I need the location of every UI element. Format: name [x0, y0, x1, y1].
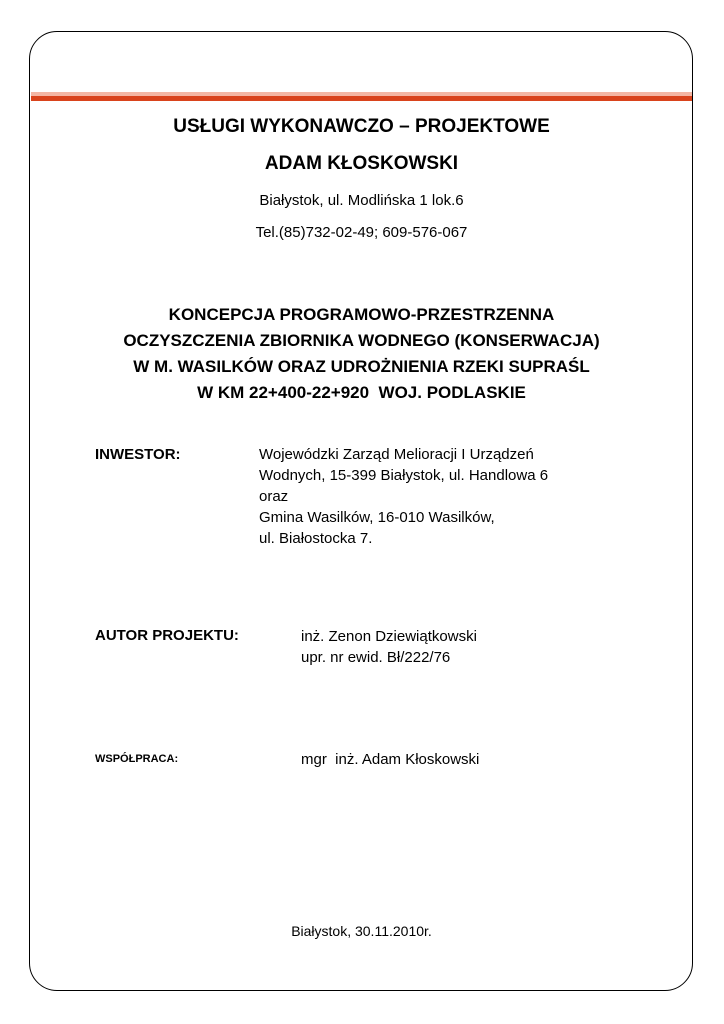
investor-line: oraz [259, 488, 289, 505]
title-line: W KM 22+400-22+920 WOJ. PODLASKIE [197, 383, 526, 402]
cooperation-label: WSPÓŁPRACA: [95, 753, 179, 765]
author-line: upr. nr ewid. Bł/222/76 [301, 649, 451, 666]
company-phone: Tel.(85)732-02-49; 609-576-067 [255, 224, 468, 241]
investor-line: Gmina Wasilków, 16-010 Wasilków, [259, 509, 495, 526]
header-rule-dark [31, 96, 692, 101]
cooperation-details [301, 749, 479, 770]
owner-name: ADAM KŁOSKOWSKI [264, 153, 459, 174]
investor-details [259, 444, 548, 549]
title-line: KONCEPCJA PROGRAMOWO-PRZESTRZENNA [168, 305, 555, 324]
document-date: Białystok, 30.11.2010r. [291, 923, 432, 939]
author-label: AUTOR PROJEKTU: [95, 627, 239, 644]
investor-line: Wodnych, 15-399 Białystok, ul. Handlowa 6 [259, 467, 549, 484]
investor-line: ul. Białostocka 7. [259, 530, 373, 547]
company-address: Białystok, ul. Modlińska 1 lok.6 [259, 192, 464, 209]
author-details [301, 626, 477, 668]
title-line: W M. WASILKÓW ORAZ UDROŻNIENIA RZEKI SUPRAŚL [133, 357, 590, 376]
investor-label: INWESTOR: [95, 446, 181, 463]
cooperation-line: mgr inż. Adam Kłoskowski [301, 751, 480, 768]
title-line: OCZYSZCZENIA ZBIORNIKA WODNEGO (KONSERWACJA) [123, 331, 600, 350]
investor-line: Wojewódzki Zarząd Melioracji I Urządzeń [259, 446, 534, 463]
author-line: inż. Zenon Dziewiątkowski [301, 628, 477, 645]
document-title [31, 302, 692, 406]
company-name: USŁUGI WYKONAWCZO – PROJEKTOWE [173, 116, 550, 137]
